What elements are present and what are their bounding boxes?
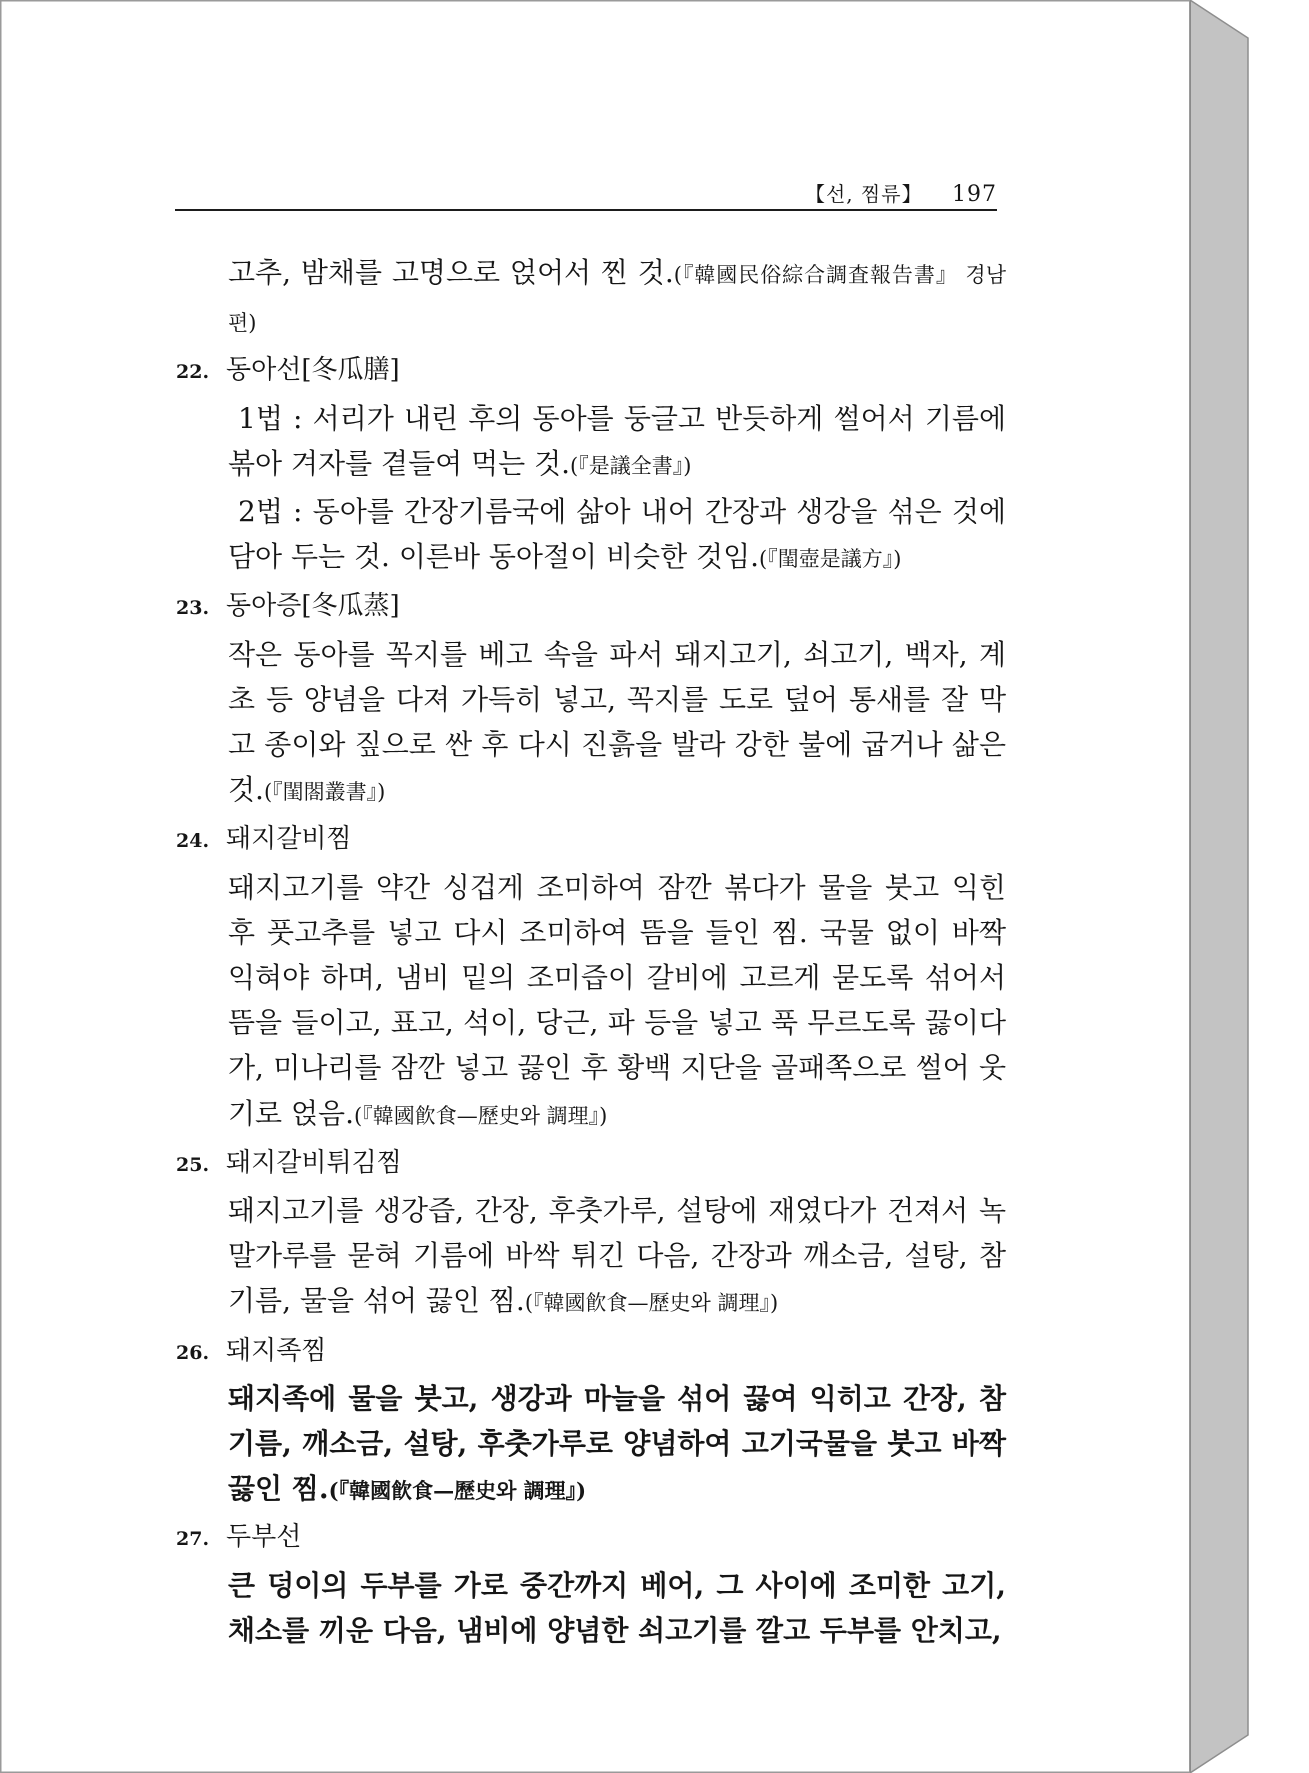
intro-paragraph (176, 250, 1006, 346)
paragraph-text: 1법 : 서리가 내린 후의 동아를 둥글고 반듯하게 썰어서 기름에 볶아 겨자를 곁들여 먹는 것. (228, 401, 1006, 480)
entry-heading: 동아선[冬瓜膳] (226, 355, 400, 386)
entry-heading: 돼지갈비튀김찜 (226, 1147, 402, 1178)
entry-26 (176, 1327, 1006, 1514)
entry-number: 22. (176, 361, 210, 384)
section-title: 【선, 찜류】 (804, 182, 923, 206)
paragraph-text: 돼지고기를 약간 싱겁게 조미하여 잠깐 볶다가 물을 붓고 익힌 후 풋고추를 넣고 다시 조미하여 뜸을 들인 찜. 국물 없이 바짝 익혀야 하며, 냄비 밑의 조미즙이 갈비에 고르게 묻도록 섞어서 뜸을 들이고, 표고, 석이, 당근, 파 등을 넣고 푹 무르도록 끓이다가, 미나리를 잠깐 넣고 끓인 후 황백 지단을 골패쪽으로 썰어 웃기로 얹음. (228, 870, 1006, 1130)
paragraph-source: (『韓國飮食—歷史와 調理』) (354, 1103, 608, 1128)
entry-number: 25. (176, 1153, 210, 1176)
paragraph-text: 2법 : 동아를 간장기름국에 삶아 내어 간장과 생강을 섞은 것에 담아 두는 것. 이른바 동아절이 비슷한 것임. (228, 495, 1006, 574)
intro-text: 고추, 밤채를 고명으로 얹어서 찐 것. (228, 256, 674, 289)
entry-heading: 돼지갈비찜 (226, 824, 352, 855)
entry-number: 26. (176, 1341, 210, 1364)
entry-24 (176, 815, 1006, 1138)
paragraph-text: 큰 덩이의 두부를 가로 중간까지 베어, 그 사이에 조미한 고기, 채소를 끼운 다음, 냄비에 양념한 쇠고기를 깔고 두부를 안치고, (228, 1568, 1006, 1647)
entry-heading: 돼지족찜 (226, 1335, 327, 1366)
entry-paragraph (176, 865, 1006, 1139)
entry-number: 27. (176, 1528, 210, 1551)
entry-22 (176, 346, 1006, 582)
entry-paragraph (176, 1376, 1006, 1514)
book-side-face (1190, 0, 1248, 1773)
entry-paragraph (176, 1188, 1006, 1327)
entry-paragraph (176, 396, 1006, 489)
intro-source: (『韓國民俗綜合調査報告書』 경남편) (228, 263, 1006, 336)
paragraph-text: 돼지족에 물을 붓고, 생강과 마늘을 섞어 끓여 익히고 간장, 참기름, 깨소금, 설탕, 후춧가루로 양념하여 고기국물을 붓고 바짝 끓인 찜. (228, 1381, 1006, 1506)
paragraph-text: 돼지고기를 생강즙, 간장, 후춧가루, 설탕에 재였다가 건져서 녹말가루를 묻혀 기름에 바싹 튀긴 다음, 간장과 깨소금, 설탕, 참기름, 물을 섞어 끓인 찜. (228, 1194, 1006, 1318)
paragraph-source: (『是議全書』) (570, 453, 692, 478)
running-head (175, 178, 997, 207)
paragraph-source: (『閨閤叢書』) (263, 780, 386, 805)
paragraph-text: 작은 동아를 꼭지를 베고 속을 파서 돼지고기, 쇠고기, 백자, 계초 등 양념을 다져 가득히 넣고, 꼭지를 도로 덮어 통새를 잘 막고 종이와 짚으로 싼 후 다시 진흙을 발라 강한 불에 굽거나 삶은 것. (228, 637, 1006, 807)
entry-27 (176, 1513, 1006, 1653)
entry-23 (176, 582, 1006, 815)
entry-25 (176, 1139, 1006, 1327)
paragraph-source: (『韓國飮食—歷史와 調理』) (524, 1291, 779, 1316)
paragraph-source: (『韓國飮食—歷史와 調理』) (328, 1478, 587, 1504)
entry-paragraph (176, 489, 1006, 582)
entry-heading: 동아증[冬瓜蒸] (226, 591, 400, 622)
page-number: 197 (952, 182, 997, 207)
paragraph-source: (『閨壺是議方』) (759, 547, 902, 572)
entry-paragraph (176, 632, 1006, 816)
page-body (176, 250, 1006, 1653)
entry-heading: 두부선 (226, 1522, 302, 1553)
entry-paragraph (176, 1563, 1006, 1653)
entry-number: 23. (176, 597, 210, 620)
entry-number: 24. (176, 830, 210, 853)
header-rule (175, 209, 997, 211)
